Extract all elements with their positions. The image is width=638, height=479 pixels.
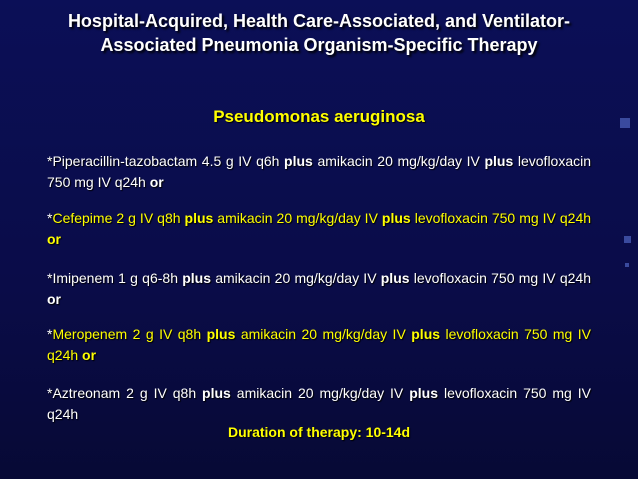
regimen-drug: *Imipenem 1 g q6-8h: [47, 270, 178, 286]
regimen-star: *: [47, 326, 53, 342]
plus-label: plus: [177, 270, 216, 286]
title-line-1: Hospital-Acquired, Health Care-Associated, and Ventilator-: [67, 11, 571, 31]
slide-title: [10, 9, 628, 57]
regimen-star: *: [47, 210, 53, 226]
plus-label: plus: [405, 326, 446, 342]
plus-label: plus: [180, 210, 218, 226]
regimen-meropenem: [47, 324, 591, 366]
regimen-end: levofloxacin 750 mg IV q24h: [413, 270, 592, 286]
regimen-end: levofloxacin 750 mg IV q24h: [47, 153, 592, 190]
plus-label: plus: [196, 385, 237, 401]
or-label: or: [145, 174, 164, 190]
organism-heading: Pseudomonas aeruginosa: [213, 107, 425, 126]
duration-of-therapy: Duration of therapy: 10-14d: [227, 424, 411, 440]
regimen-piperacillin: [47, 151, 591, 193]
decor-square-2: [624, 236, 631, 243]
regimen-drug: Meropenem 2 g IV q8h: [52, 326, 202, 342]
regimen-drug: Cefepime 2 g IV q8h: [52, 210, 181, 226]
regimen-end: levofloxacin 750 mg IV q24h: [47, 385, 592, 422]
regimen-mid: amikacin 20 mg/kg/day IV: [317, 153, 480, 169]
regimen-mid: amikacin 20 mg/kg/day IV: [236, 385, 404, 401]
or-label: or: [47, 231, 61, 247]
regimen-drug: *Piperacillin-tazobactam 4.5 g IV q6h: [47, 153, 280, 169]
regimen-imipenem: [47, 268, 591, 310]
regimen-aztreonam: [47, 383, 591, 425]
or-label: or: [47, 291, 61, 307]
regimen-cefepime: [47, 208, 591, 250]
regimen-end: levofloxacin 750 mg IV q24h: [414, 210, 592, 226]
plus-label: plus: [377, 210, 415, 226]
or-label: or: [78, 347, 97, 363]
title-line-2: Associated Pneumonia Organism-Specific Therapy: [100, 35, 538, 55]
regimen-end: levofloxacin 750 mg IV q24h: [47, 326, 592, 363]
plus-label: plus: [376, 270, 414, 286]
regimen-mid: amikacin 20 mg/kg/day IV: [240, 326, 406, 342]
regimen-drug: *Aztreonam 2 g IV q8h: [47, 385, 197, 401]
plus-label: plus: [201, 326, 241, 342]
plus-label: plus: [403, 385, 444, 401]
plus-label: plus: [279, 153, 318, 169]
decor-square-3: [625, 263, 629, 267]
regimen-mid: amikacin 20 mg/kg/day IV: [217, 210, 378, 226]
regimen-mid: amikacin 20 mg/kg/day IV: [215, 270, 377, 286]
plus-label: plus: [479, 153, 518, 169]
